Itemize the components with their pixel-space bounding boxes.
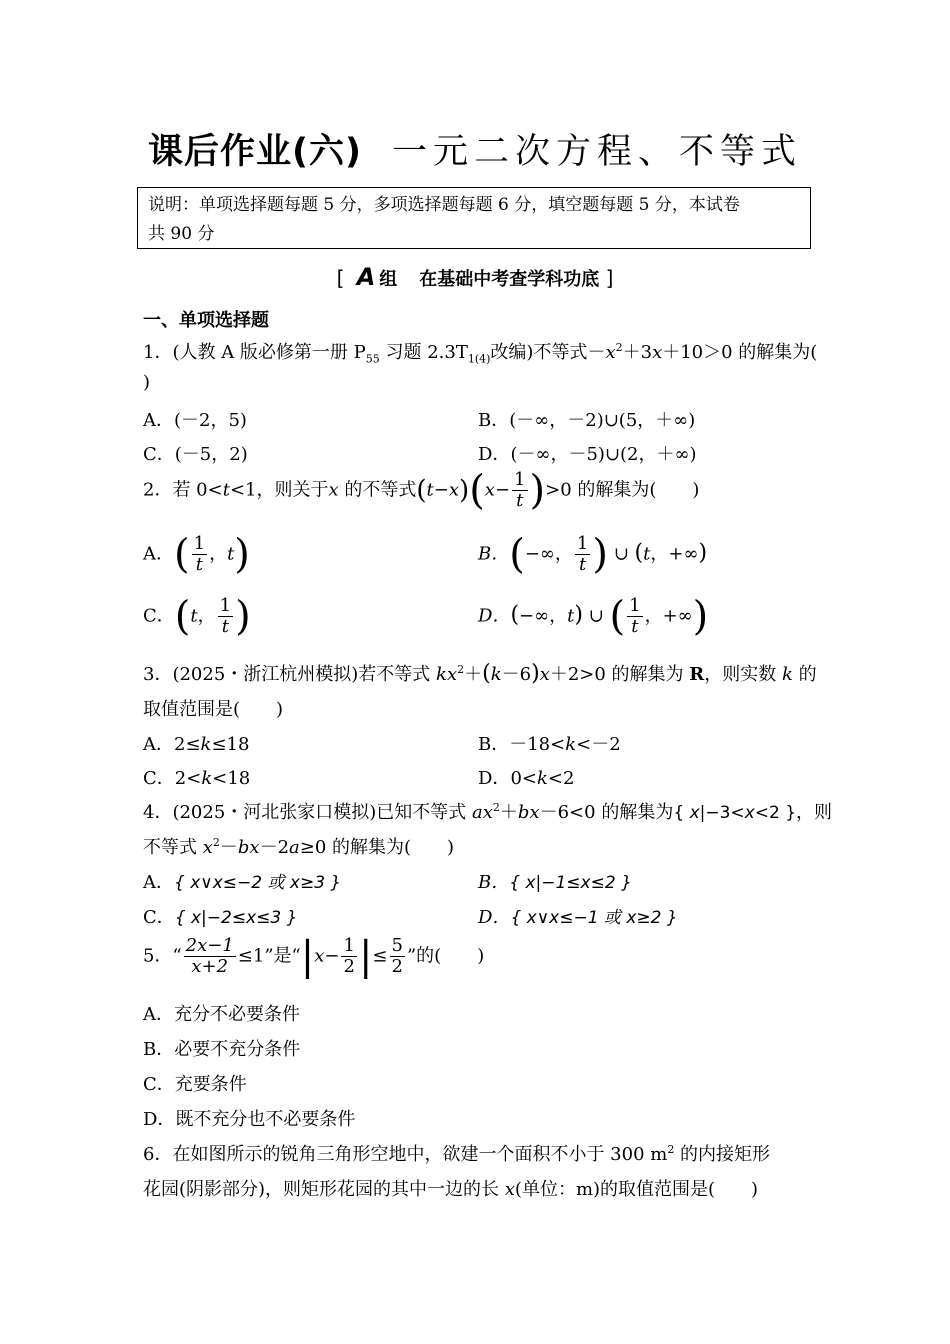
q5-option-a[interactable] xyxy=(143,1000,300,1026)
q1-text-c: 改编)不等式－ xyxy=(490,342,606,363)
q1-var-x2: x xyxy=(652,342,663,363)
frac-den: t xyxy=(516,490,524,511)
neg-inf: −∞， xyxy=(519,605,568,627)
q1-option-b[interactable] xyxy=(478,406,695,432)
q4-x: x xyxy=(482,802,493,823)
q2a-frac xyxy=(192,534,207,575)
q5-tail: ”的( ) xyxy=(406,945,485,967)
q1-sup: 2 xyxy=(615,341,623,354)
option-text: 充要条件 xyxy=(174,1074,247,1095)
comma: ， xyxy=(209,543,228,565)
q4-va2: a xyxy=(289,837,300,858)
frac-den: t xyxy=(221,616,229,637)
q3-option-d[interactable] xyxy=(478,764,574,790)
q2b-t: t xyxy=(643,543,651,565)
q6-l2a: 花园(阴影部分)，则矩形花园的其中一边的长 xyxy=(143,1179,505,1200)
frac-num: 1 xyxy=(219,595,232,616)
opt-k: k xyxy=(201,768,213,789)
q2-frac xyxy=(512,470,527,511)
q2-suffix: >0 的解集为( ) xyxy=(545,479,700,501)
q1-text-b: 习题 2.3T xyxy=(379,342,468,363)
option-label: B． xyxy=(478,410,510,431)
q1-var-x: x xyxy=(605,342,616,363)
q3-a: 3．(2025・浙江杭州模拟)若不等式 xyxy=(143,664,437,685)
q3-x: x xyxy=(446,664,458,685)
q2-x3: x xyxy=(484,479,495,501)
q4-c: －6<0 的解集为 xyxy=(539,802,674,823)
group-a-banner xyxy=(0,263,950,291)
opt-b: <－2 xyxy=(576,734,621,755)
q4-option-c[interactable] xyxy=(143,903,297,929)
q3-k3: k xyxy=(781,664,793,685)
group-a-badge: A xyxy=(356,263,376,291)
frac-num: 1 xyxy=(629,595,641,616)
option-set: { x∨x≤−1 或 x≥2 } xyxy=(510,908,678,928)
q5-le: ≤ xyxy=(372,945,388,967)
q6-a: 6．在如图所示的锐角三角形空地中，欲建一个面积不小于 300 m xyxy=(143,1144,668,1165)
q4-vb2: b xyxy=(237,837,250,858)
q2d-t: t xyxy=(567,605,575,627)
opt-a: －18< xyxy=(509,734,566,755)
option-value: (－2，5) xyxy=(174,410,247,431)
q3-x2: x xyxy=(539,664,550,685)
q3-c: －6 xyxy=(501,664,532,685)
q4-sx2: x xyxy=(744,803,755,823)
q4-option-d[interactable] xyxy=(478,903,678,929)
union: ∪ xyxy=(588,605,604,627)
q1-stem-line2: ) xyxy=(143,372,151,393)
q4-b: ＋ xyxy=(499,802,518,823)
option-text: 必要不充分条件 xyxy=(174,1039,301,1060)
q3-sup: 2 xyxy=(457,663,465,676)
q4-va: a xyxy=(472,802,483,823)
comma: ， xyxy=(197,605,216,627)
option-label: B． xyxy=(478,543,510,565)
frac-num: 1 xyxy=(514,469,526,490)
q6-l2b: (单位：m)的取值范围是( ) xyxy=(514,1179,759,1200)
q4-l2d: ≥0 的解集为( ) xyxy=(299,837,455,858)
q4-x4: x xyxy=(249,837,260,858)
option-label: C． xyxy=(143,1074,175,1095)
option-value: (－5，2) xyxy=(174,444,248,465)
option-label: B． xyxy=(478,734,510,755)
q4-stem-line2 xyxy=(143,833,454,859)
q5-option-c[interactable] xyxy=(143,1070,247,1096)
option-label: C． xyxy=(143,444,175,465)
q2-mid: <1，则关于 xyxy=(229,479,329,501)
q3-stem: 3．(2025・浙江杭州模拟)若不等式 $kx^2+(k-6)x+2>0$ 的解集为 R，则实数 k 的 xyxy=(143,661,817,686)
option-set: { x|−2≤x≤3 } xyxy=(174,908,298,928)
q4-a: 4．(2025・河北张家口模拟)已知不等式 xyxy=(143,802,473,823)
option-label: D． xyxy=(478,768,511,789)
opt-a: 2< xyxy=(174,768,202,789)
q5-stem: 5．“ $\frac{2x-1}{x+2}$ ≤1”是“|x− $\frac{1}{2}$ |≤ $\frac{5}{2}$ ”的( ) xyxy=(143,933,485,980)
q2-x2: x xyxy=(448,479,460,501)
option-label: B． xyxy=(143,1039,175,1060)
q1-text-d: ＋3 xyxy=(622,342,653,363)
q6-sup: 2 xyxy=(667,1143,675,1156)
q4-set: { x|−3<x<2 } xyxy=(673,803,797,823)
q4-sup: 2 xyxy=(492,801,500,814)
frac-den: t xyxy=(631,616,639,637)
q4-set1: −3< xyxy=(705,803,745,823)
comma: ， xyxy=(650,543,669,565)
q3-k2: k xyxy=(490,664,502,685)
q4-l2b: － xyxy=(219,837,238,858)
frac-num: 5 xyxy=(391,935,403,956)
q4-sup2: 2 xyxy=(212,836,220,849)
q2-x: x xyxy=(328,479,339,501)
option-label: C． xyxy=(143,907,175,928)
option-label: A． xyxy=(143,1004,174,1025)
q1-text-e: ＋10＞0 的解集为( xyxy=(662,342,818,363)
q6-stem-line2 xyxy=(143,1175,758,1201)
neg-inf: −∞， xyxy=(524,543,573,565)
option-label: D． xyxy=(478,907,511,928)
title-sub: 一元二次方程、不等式 xyxy=(391,132,802,172)
q3-stem-line2: 取值范围是( ) xyxy=(143,699,284,720)
union: ∪ xyxy=(613,543,629,565)
q4-x2: x xyxy=(529,802,540,823)
q6-stem xyxy=(143,1140,770,1166)
opt-k: k xyxy=(200,734,212,755)
frac-den: 2 xyxy=(343,956,355,977)
close-bracket: ] xyxy=(605,266,614,290)
frac-num: 1 xyxy=(343,935,355,956)
q1-sub2: 1(4) xyxy=(467,352,491,366)
q5-option-d[interactable] xyxy=(143,1105,355,1131)
option-label: D． xyxy=(478,605,511,627)
q2a-t: t xyxy=(227,543,235,565)
frac-den: t xyxy=(195,554,203,575)
q4-option-a[interactable] xyxy=(143,868,341,894)
q2-option-c[interactable]: C．(t， $\frac{1}{t}$ ) xyxy=(143,593,251,640)
pos-inf: +∞ xyxy=(662,605,693,627)
option-value: (－∞，－2)∪(5，＋∞) xyxy=(509,410,696,431)
q5-option-b[interactable] xyxy=(143,1035,300,1061)
q3-d: ＋2>0 的解集为 xyxy=(549,664,690,685)
q4-l2a: 不等式 xyxy=(143,837,203,858)
opt-b: <18 xyxy=(212,768,251,789)
option-label: A． xyxy=(143,872,174,893)
opt-a: 2≤ xyxy=(174,734,201,755)
option-text: 既不充分也不必要条件 xyxy=(175,1109,356,1130)
option-label: C． xyxy=(143,605,175,627)
q1-stem xyxy=(143,338,817,364)
q6-b: 的内接矩形 xyxy=(674,1144,771,1165)
scoring-note xyxy=(137,187,811,249)
q2-stem: 2．若 0<t<1，则关于x 的不等式(t−x)(x− $\frac{1}{t}$ )>0 的解集为( ) xyxy=(143,467,700,514)
section-title: 一、单项选择题 xyxy=(143,310,269,331)
q2-t2: t xyxy=(426,479,434,501)
title-main: 课后作业(六) xyxy=(147,132,362,172)
q5-minus: − xyxy=(324,945,340,967)
q4-set2: <2 xyxy=(754,803,780,823)
option-value: (－∞，－5)∪(2，＋∞) xyxy=(510,444,697,465)
option-label: B． xyxy=(478,872,510,893)
option-label: D． xyxy=(478,444,511,465)
page-title xyxy=(0,124,950,174)
q6-x: x xyxy=(504,1179,515,1200)
option-text: 充分不必要条件 xyxy=(174,1004,300,1025)
q2b-frac xyxy=(575,534,590,575)
q4-x3: x xyxy=(202,837,213,858)
q3-k: k xyxy=(436,664,447,685)
option-set: { x|−1≤x≤2 } xyxy=(509,873,632,893)
option-set: { x∨x≤−2 或 x≥3 } xyxy=(174,873,342,893)
q1-text-a: 1．(人教 A 版必修第一册 P xyxy=(143,342,366,363)
q2-option-a[interactable]: A．( $\frac{1}{t}$ ，t) xyxy=(143,531,250,578)
q2c-frac xyxy=(218,596,233,637)
open-bracket: [ xyxy=(336,266,345,290)
q5-le1: ≤1”是“ xyxy=(237,945,301,967)
option-label: A． xyxy=(143,734,174,755)
frac-den: 2 xyxy=(391,956,403,977)
opt-b: <2 xyxy=(547,768,575,789)
q5-x: x xyxy=(314,945,325,967)
q2-option-d[interactable]: D．(−∞，t) ∪ ( $\frac{1}{t}$ ，+∞) xyxy=(478,593,709,640)
q4-l2c: －2 xyxy=(259,837,290,858)
q5-num: 5． xyxy=(143,945,173,967)
q2-mid2: 的不等式 xyxy=(338,479,417,501)
q5-open: “ xyxy=(172,945,182,967)
opt-a: 0< xyxy=(510,768,537,789)
q5-frac3 xyxy=(390,936,405,977)
q3-f: 的 xyxy=(792,664,817,685)
q1-option-d[interactable] xyxy=(478,440,697,466)
q1-option-c[interactable] xyxy=(143,440,248,466)
group-label: 组 xyxy=(379,269,398,290)
q1-sub1: 55 xyxy=(365,352,380,366)
option-label: A． xyxy=(143,543,174,565)
q4-option-b[interactable] xyxy=(478,868,632,894)
q2d-frac xyxy=(627,596,642,637)
q4-vb: b xyxy=(517,802,530,823)
q3-option-a[interactable] xyxy=(143,730,249,756)
opt-b: ≤18 xyxy=(211,734,250,755)
frac-num: 1 xyxy=(576,533,589,554)
pos-inf: +∞ xyxy=(668,543,699,565)
q2-prefix: 2．若 0< xyxy=(143,479,223,501)
group-title: 在基础中考查学科功底 xyxy=(419,269,600,290)
q2-option-b[interactable]: B．(−∞， $\frac{1}{t}$ ) ∪ (t，+∞) xyxy=(478,531,708,578)
note-line-2: 共 90 分 xyxy=(148,224,215,244)
frac-den: x+2 xyxy=(191,956,229,977)
q4-stem xyxy=(143,798,832,824)
q1-option-a[interactable] xyxy=(143,406,247,432)
frac-num: 2x−1 xyxy=(185,935,234,956)
q3-e: ，则实数 xyxy=(704,664,782,685)
comma: ， xyxy=(644,605,663,627)
q4-d: ，则 xyxy=(796,802,833,823)
frac-num: 1 xyxy=(193,533,206,554)
q3-option-c[interactable] xyxy=(143,764,250,790)
q4-sx: x xyxy=(689,803,700,823)
note-line-1: 说明：单项选择题每题 5 分，多项选择题每题 6 分，填空题每题 5 分，本试卷 xyxy=(148,195,740,215)
option-label: D． xyxy=(143,1109,176,1130)
q5-frac1 xyxy=(184,936,236,977)
q5-frac2 xyxy=(341,936,356,977)
option-label: A． xyxy=(143,410,174,431)
q3-option-b[interactable] xyxy=(478,730,621,756)
opt-k: k xyxy=(565,734,577,755)
q3-R: R xyxy=(689,664,705,685)
q2-t: t xyxy=(222,479,230,501)
q2c-t: t xyxy=(190,605,198,627)
q3-b: ＋ xyxy=(464,664,483,685)
opt-k: k xyxy=(536,768,548,789)
option-label: C． xyxy=(143,768,175,789)
frac-den: t xyxy=(579,554,587,575)
